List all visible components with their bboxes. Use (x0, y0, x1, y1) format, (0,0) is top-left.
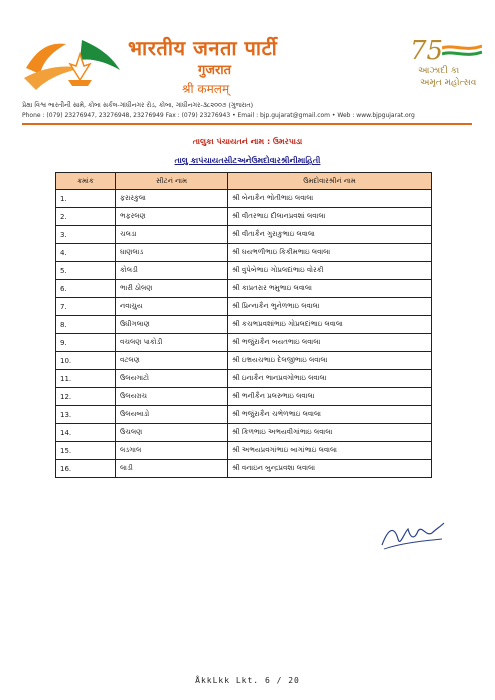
table-row (56, 424, 432, 442)
document-title: તાલુકા પંચાયતનં નામ : ઉમરપાડા (192, 137, 303, 146)
candidate-cell: શ્રી કાપ્રતરાર ભમુભાઇ લવાલા (228, 280, 432, 298)
seat-cell: ઉલયબાડો (116, 406, 228, 424)
table-row (56, 190, 432, 208)
org-name: भारतीय जनता पार्टी (128, 36, 278, 60)
candidate-cell: શ્રી ભજુંરાકૈન બયતભાઇ લવાલા (228, 334, 432, 352)
candidate-cell: શ્રી ઘયભળીભાઇ કિકીમભાઇ લવાલા (228, 244, 432, 262)
col-header-candidate: ઉમદોવારશ્રીનં નામ (228, 173, 432, 190)
azadi-amrit-mahotsav-emblem (404, 36, 486, 88)
serial-cell: 15. (56, 442, 116, 460)
serial-cell: 2. (56, 208, 116, 226)
office-address: પ્રેક્ષા વિશ્વ ભારતીની સામે, કોબા સર્કલ-ગાંધીનગર રોડ, કોબા, ગાંધીનગર-૩૮૨૦૦૭ (ગુજરાત) (22, 101, 254, 109)
signature-icon (378, 515, 448, 555)
seat-cell: ઉચલણ (116, 424, 228, 442)
serial-cell: 14. (56, 424, 116, 442)
serial-cell: 6. (56, 280, 116, 298)
candidate-cell: શ્રી ઇભ્રયચભાઇ દેલજીભાઇ લવાલા (228, 352, 432, 370)
serial-cell: 7. (56, 298, 116, 316)
seat-cell: ઘાણલાડ (116, 244, 228, 262)
seat-cell: વટલણ (116, 352, 228, 370)
table-row (56, 226, 432, 244)
table-row (56, 244, 432, 262)
candidate-cell: શ્રી કચભપ્રવશાંભાઇ ગોપ્રલદાંભાઇ લવાલા (228, 316, 432, 334)
candidate-cell: શ્રી બેનાકૈન ભોતીભાઇ લવાલા (228, 190, 432, 208)
serial-cell: 1. (56, 190, 116, 208)
serial-cell: 10. (56, 352, 116, 370)
seat-cell: નવાચ઼ુય (116, 298, 228, 316)
contact-info: Phone : (079) 23276947, 23276948, 23276949 Fax : (079) 23276943 • Email : bjp.gujarat@gmail.com • Web : www.bjpgujarat.org (22, 112, 415, 119)
candidate-cell: શ્રી વીતરભાઇ દીલાનપ્રવશાં લવાલા (228, 208, 432, 226)
col-header-seat: સીટનં નામ (116, 173, 228, 190)
letterhead (0, 0, 495, 125)
table-row (56, 388, 432, 406)
serial-cell: 5. (56, 262, 116, 280)
table-row (56, 370, 432, 388)
slogan: श्री कमलम् (182, 82, 230, 96)
candidate-cell: શ્રી અભયપ્રવગાંભાઇ બાગાંભાઇ લવાલા (228, 442, 432, 460)
candidate-cell: શ્રી ભજુંરાકૈન ચભેળભાઇ લવાલા (228, 406, 432, 424)
table-header-row (56, 173, 432, 190)
table-row (56, 280, 432, 298)
serial-cell: 11. (56, 370, 116, 388)
document-subtitle (0, 156, 495, 166)
serial-cell: 13. (56, 406, 116, 424)
table-row (56, 262, 432, 280)
seat-cell: ભારી ઠોલ઼ણ (116, 280, 228, 298)
emblem-line1: આઝાદી કા (418, 66, 460, 76)
candidate-cell: શ્રી વનાઇન બુન્દ્રપ્રવશા લવાલા (228, 460, 432, 478)
candidate-cell: શ્રી વુપેબેભાઇ ગોપ્રલદાંભાઇ વોરકી (228, 262, 432, 280)
candidate-cell: શ્રી ભનીકૈન પ્રલરુભાઇ લવાલા (228, 388, 432, 406)
serial-cell: 16. (56, 460, 116, 478)
flag-icon (442, 44, 482, 58)
table-row (56, 208, 432, 226)
seat-cell: લડગાલ (116, 442, 228, 460)
table-row (56, 334, 432, 352)
page-number: ÅkkLkk Lkt. 6 / 20 (195, 676, 300, 685)
serial-cell: 3. (56, 226, 116, 244)
col-header-serial: ક્રમાંક (56, 173, 116, 190)
table-row (56, 406, 432, 424)
seat-cell: ચલડા (116, 226, 228, 244)
emblem-number: 75 (410, 36, 444, 66)
candidate-cell: શ્રી પ્રિન્નાકૈન ભુનેળભાઇ લવાલા (228, 298, 432, 316)
candidate-cell: શ્રી કિળભાઇ અભયવીગાંભાઇ લવાલા (228, 424, 432, 442)
seat-cell: ફરારકુલા (116, 190, 228, 208)
seat-cell: કોલડી (116, 262, 228, 280)
seat-cell: લાડી (116, 460, 228, 478)
seat-cell: ભફરલણ (116, 208, 228, 226)
bjp-lotus-logo-icon (22, 34, 122, 96)
serial-cell: 12. (56, 388, 116, 406)
document-subtitle-text: તાલુ કાપંચાયતસીટઅનેઉમદોવારશ્રીનીમાહિતી (174, 156, 321, 165)
seat-cell: ઉધીગલાણ (116, 316, 228, 334)
serial-cell: 8. (56, 316, 116, 334)
table-row (56, 442, 432, 460)
table-row (56, 460, 432, 478)
seat-cell: વચલણ પાકોડી (116, 334, 228, 352)
table-row (56, 298, 432, 316)
candidate-cell: શ્રી વીતાકૈન ગુરાકુભાઇ લવાલા (228, 226, 432, 244)
seat-cell: ઉલયગ્રચ (116, 388, 228, 406)
candidate-cell: શ્રી ઇનાકૈન ભાનપ્રવગોભાઇ લવાલા (228, 370, 432, 388)
serial-cell: 4. (56, 244, 116, 262)
emblem-line2: અમૃત મહોત્સવ (420, 78, 477, 88)
serial-cell: 9. (56, 334, 116, 352)
table-row (56, 316, 432, 334)
seat-cell: ઉલયગાટો (116, 370, 228, 388)
candidate-table (55, 172, 432, 478)
table-row (56, 352, 432, 370)
org-state: गुजरात (198, 63, 232, 78)
header-divider (22, 123, 472, 125)
